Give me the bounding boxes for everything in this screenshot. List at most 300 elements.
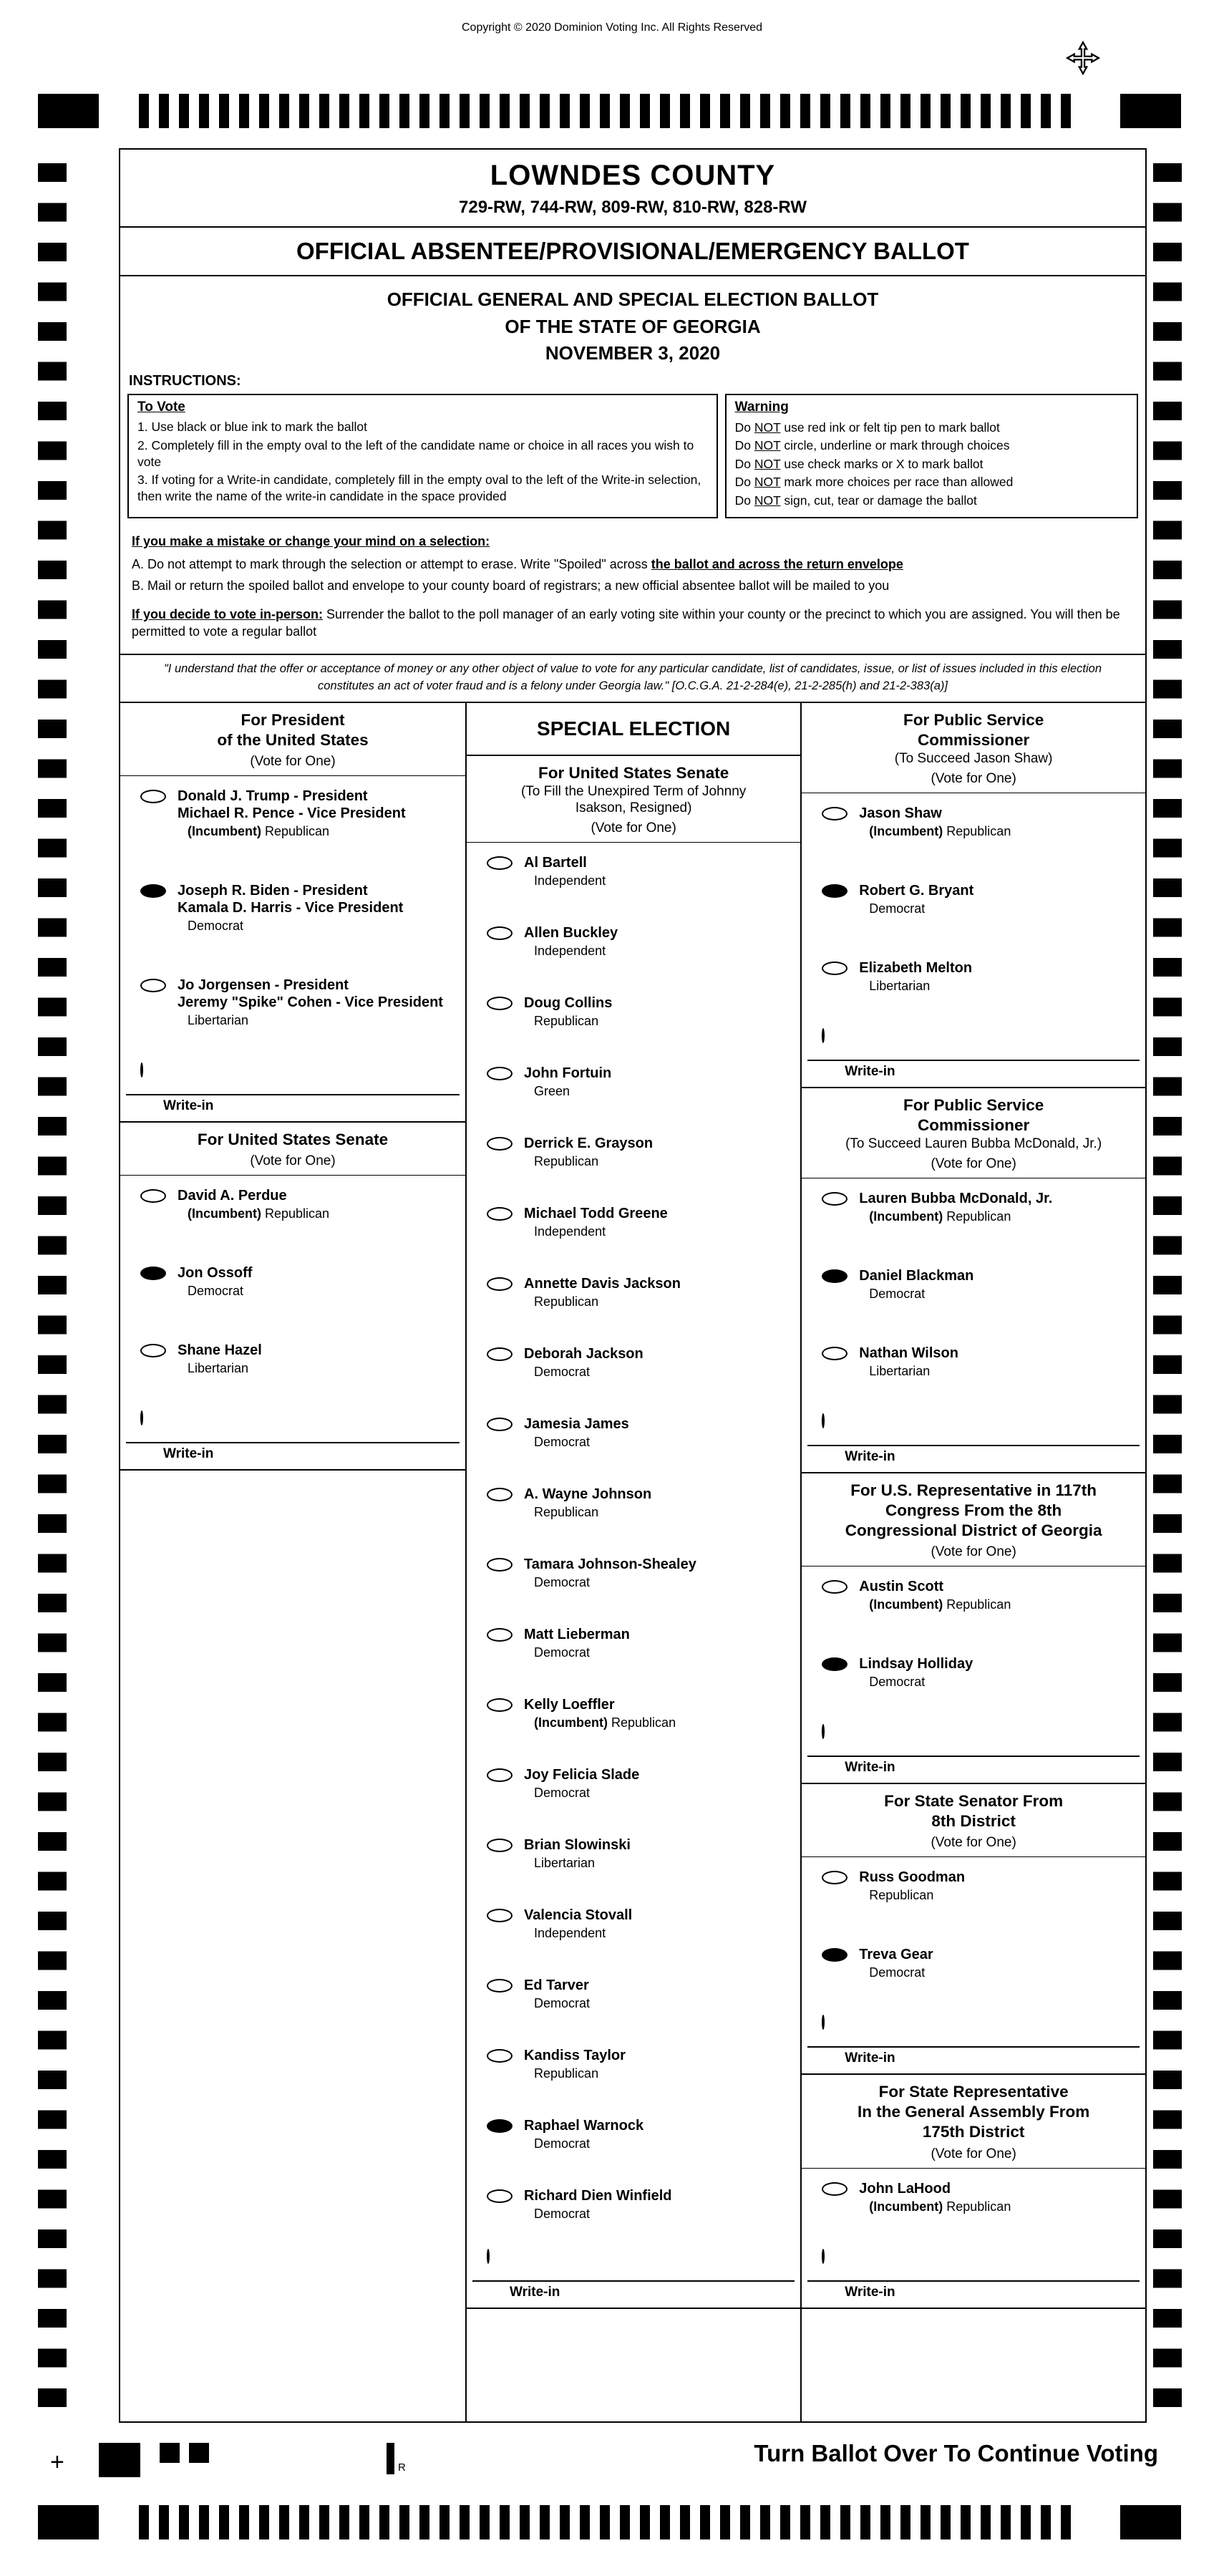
contest-header xyxy=(467,756,800,843)
warning-title: Warning xyxy=(734,400,789,415)
candidate-name: Richard Dien Winfield xyxy=(524,2188,672,2204)
candidate-party xyxy=(524,1786,639,1801)
candidate-option[interactable] xyxy=(467,1474,800,1544)
instructions-row xyxy=(120,394,1145,526)
to-vote-box xyxy=(127,394,718,518)
party-name: Democrat xyxy=(534,1996,591,2011)
writein-oval[interactable] xyxy=(822,1413,825,1428)
candidate-name: Doug Collins xyxy=(524,995,613,1012)
candidate-list xyxy=(802,1567,1145,1721)
candidate-name-lines xyxy=(859,1345,958,1362)
vote-oval[interactable] xyxy=(487,1628,513,1642)
candidate-option[interactable] xyxy=(467,1404,800,1474)
candidate-option[interactable] xyxy=(120,1176,465,1253)
mistake-line-b: B. Mail or return the spoiled ballot and envelope to your county board of registrars; a new official absentee ballot will be mailed to you xyxy=(132,578,890,593)
candidate-option[interactable] xyxy=(120,1330,465,1408)
candidate-name: Jon Ossoff xyxy=(178,1264,253,1281)
candidate-text xyxy=(178,788,406,839)
candidate-text xyxy=(859,1267,973,1302)
candidate-option[interactable] xyxy=(467,1053,800,1123)
candidate-option[interactable] xyxy=(467,1965,800,2035)
ballot-column-2 xyxy=(467,703,802,2421)
vote-oval[interactable] xyxy=(822,1871,847,1884)
contest-title-line: Congressional District of Georgia xyxy=(845,1521,1102,1539)
writein-option[interactable] xyxy=(802,2246,1145,2277)
party-name: Libertarian xyxy=(869,1363,931,1378)
vote-oval[interactable] xyxy=(487,1909,513,1922)
writein-oval[interactable] xyxy=(822,2015,825,2030)
vote-oval[interactable] xyxy=(487,926,513,940)
candidate-name: Lindsay Holliday xyxy=(859,1655,973,1672)
party-name: Republican xyxy=(265,1206,330,1221)
writein-oval[interactable] xyxy=(487,2249,490,2264)
candidate-name: Elizabeth Melton xyxy=(859,959,973,976)
candidate-name-lines xyxy=(524,854,606,871)
candidate-party xyxy=(524,1435,629,1450)
vote-oval[interactable] xyxy=(140,1344,166,1357)
candidate-party xyxy=(524,1645,630,1660)
vote-oval[interactable] xyxy=(487,2049,513,2063)
candidate-name: Kandiss Taylor xyxy=(524,2048,626,2064)
candidate-list xyxy=(802,2169,1145,2246)
to-vote-item: 2. Completely fill in the empty oval to the left of the candidate name or choice in all races you wish to vote xyxy=(137,437,694,469)
writein-option[interactable] xyxy=(120,1408,465,1439)
contest-title-line: For U.S. Representative in 117th xyxy=(850,1481,1097,1499)
party-name: Republican xyxy=(534,1505,599,1520)
warning-item-rest: circle, underline or mark through choices xyxy=(784,438,1010,453)
to-vote-item: 3. If voting for a Write-in candidate, completely fill in the empty oval to the left of the Write-in selection, then write the name of the write-in candidate in the space provided xyxy=(137,473,701,504)
candidate-name: Tamara Johnson-Shealey xyxy=(524,1556,696,1573)
party-name: Independent xyxy=(534,1926,606,1941)
candidate-text xyxy=(524,924,618,959)
registration-plus-mark: + xyxy=(50,2449,64,2476)
vote-oval[interactable] xyxy=(822,1192,847,1206)
candidate-text xyxy=(178,1187,329,1221)
candidate-name: Jeremy "Spike" Cohen - Vice President xyxy=(178,994,443,1010)
candidate-option[interactable] xyxy=(467,1614,800,1685)
party-name: Republican xyxy=(946,2199,1011,2214)
contest xyxy=(802,1784,1145,2075)
candidate-option[interactable] xyxy=(467,1685,800,1755)
writein-label: Write-in xyxy=(845,2284,895,2300)
candidate-text xyxy=(524,1415,629,1450)
candidate-name-lines xyxy=(178,1187,329,1204)
candidate-name: Jason Shaw xyxy=(859,805,942,821)
warning-item-not: NOT xyxy=(754,420,781,435)
candidate-party xyxy=(859,1965,933,1980)
candidate-text xyxy=(524,1135,653,1169)
candidate-party xyxy=(524,1294,681,1309)
vote-oval[interactable] xyxy=(822,1347,847,1360)
candidate-option[interactable] xyxy=(802,793,1145,871)
contest-header xyxy=(802,1784,1145,1857)
writein-oval[interactable] xyxy=(822,1028,825,1043)
warning-item-rest: sign, cut, tear or damage the ballot xyxy=(784,493,977,508)
candidate-text xyxy=(524,2047,626,2081)
writein-label: Write-in xyxy=(845,1759,895,1775)
to-vote-items xyxy=(137,419,708,505)
candidate-option[interactable] xyxy=(120,776,465,871)
writein-oval[interactable] xyxy=(822,2249,825,2264)
vote-oval[interactable] xyxy=(822,1657,847,1671)
candidate-party xyxy=(524,2207,672,2222)
candidate-party xyxy=(859,2199,1011,2214)
registration-mark xyxy=(189,2443,209,2463)
special-election-banner: SPECIAL ELECTION xyxy=(467,703,800,756)
candidate-list xyxy=(802,793,1145,1025)
instructions-label: INSTRUCTIONS: xyxy=(129,373,241,389)
warning-item-pre: Do xyxy=(734,475,751,490)
candidate-text xyxy=(524,854,606,888)
vote-oval[interactable] xyxy=(487,1839,513,1852)
candidate-name: Shane Hazel xyxy=(178,1342,262,1358)
candidate-option[interactable] xyxy=(802,1178,1145,1256)
warning-item-rest: use check marks or X to mark ballot xyxy=(784,456,983,471)
candidate-name-lines xyxy=(524,1836,631,1854)
vote-oval[interactable] xyxy=(487,1558,513,1572)
candidate-name: Jo Jorgensen - President xyxy=(178,977,349,993)
contest-subtitle-line: (To Fill the Unexpired Term of Johnny xyxy=(520,783,747,799)
vote-oval[interactable] xyxy=(140,979,166,992)
party-name: Independent xyxy=(534,873,606,888)
candidate-party xyxy=(859,1888,965,1903)
contest-subtitle-line: Isakson, Resigned) xyxy=(575,800,692,816)
warning-item-pre: Do xyxy=(734,438,751,453)
candidate-text xyxy=(859,1345,958,1379)
party-name: Libertarian xyxy=(869,978,931,993)
candidate-option[interactable] xyxy=(802,948,1145,1025)
warning-item-rest: use red ink or felt tip pen to mark ballot xyxy=(784,420,1000,435)
candidate-text xyxy=(859,882,973,916)
vote-oval[interactable] xyxy=(140,884,166,898)
candidate-name: Austin Scott xyxy=(859,1578,944,1594)
candidate-name: Robert G. Bryant xyxy=(859,882,974,899)
writein-option[interactable] xyxy=(802,1410,1145,1442)
party-name: Independent xyxy=(534,1224,606,1239)
warning-item-not: NOT xyxy=(754,493,781,508)
candidate-text xyxy=(178,977,443,1028)
candidate-option[interactable] xyxy=(467,1825,800,1895)
candidate-name: Michael Todd Greene xyxy=(524,1206,668,1222)
contest-title-line: Commissioner xyxy=(917,730,1030,749)
candidate-name-lines xyxy=(524,1205,668,1222)
candidate-option[interactable] xyxy=(120,1253,465,1330)
candidate-party xyxy=(859,1597,1011,1612)
candidate-party xyxy=(524,2136,643,2151)
writein-label: Write-in xyxy=(845,1063,895,1079)
warning-item xyxy=(735,492,1128,510)
incumbent-tag: (Incumbent) xyxy=(188,1206,261,1221)
vote-oval[interactable] xyxy=(487,1067,513,1080)
candidate-option[interactable] xyxy=(467,1264,800,1334)
timing-bars xyxy=(139,2505,1080,2539)
contest-columns xyxy=(120,703,1145,2421)
warning-item xyxy=(735,455,1128,473)
contest-title-lines xyxy=(472,763,795,783)
candidate-text xyxy=(859,1869,965,1903)
candidate-name: David A. Perdue xyxy=(178,1187,287,1204)
candidate-option[interactable] xyxy=(467,2035,800,2106)
candidate-party xyxy=(524,1575,696,1590)
candidate-option[interactable] xyxy=(467,1334,800,1404)
candidate-party xyxy=(859,979,972,994)
party-name: Republican xyxy=(946,1209,1011,1224)
candidate-text xyxy=(859,1578,1011,1612)
candidate-name-lines xyxy=(859,805,1011,822)
contest-title-lines xyxy=(807,1095,1140,1136)
contest-title-line: For State Senator From xyxy=(884,1791,1064,1810)
incumbent-tag: (Incumbent) xyxy=(869,2199,943,2214)
vote-oval[interactable] xyxy=(822,807,847,820)
vote-oval[interactable] xyxy=(822,884,847,898)
writein-option[interactable] xyxy=(467,2246,800,2277)
party-name: Libertarian xyxy=(188,1360,249,1375)
party-name: Republican xyxy=(534,1294,599,1309)
warning-item-not: NOT xyxy=(754,456,781,471)
writein-option[interactable] xyxy=(802,1721,1145,1753)
candidate-name-lines xyxy=(178,788,406,822)
candidate-party xyxy=(178,824,406,839)
candidate-name: Brian Slowinski xyxy=(524,1837,631,1854)
timing-block xyxy=(38,94,99,128)
timing-block xyxy=(38,2505,99,2539)
candidate-party xyxy=(524,2066,626,2081)
candidate-text xyxy=(859,2180,1011,2214)
candidate-option[interactable] xyxy=(120,871,465,965)
candidate-name-lines xyxy=(524,1556,696,1573)
turn-ballot-over-text: Turn Ballot Over To Continue Voting xyxy=(754,2440,1158,2466)
candidate-name: Derrick E. Grayson xyxy=(524,1136,654,1152)
vote-oval[interactable] xyxy=(487,1979,513,1992)
candidate-party xyxy=(178,1361,262,1376)
column-2-contests xyxy=(467,756,800,2310)
candidate-option[interactable] xyxy=(802,1567,1145,1644)
candidate-option[interactable] xyxy=(467,2176,800,2246)
vote-oval[interactable] xyxy=(822,1580,847,1594)
writein-oval[interactable] xyxy=(140,1410,143,1425)
candidate-option[interactable] xyxy=(802,1333,1145,1410)
candidate-party xyxy=(859,1675,973,1690)
candidate-name: Michael R. Pence - Vice President xyxy=(178,805,406,821)
timing-marks-left xyxy=(38,163,67,2426)
candidate-text xyxy=(524,994,612,1029)
vote-oval[interactable] xyxy=(822,962,847,975)
vote-oval[interactable] xyxy=(487,1137,513,1151)
party-name: Democrat xyxy=(188,918,244,933)
candidate-name: Treva Gear xyxy=(859,1947,933,1963)
candidate-option[interactable] xyxy=(467,1544,800,1614)
warning-item-pre: Do xyxy=(734,420,751,435)
candidate-name: Jamesia James xyxy=(524,1416,629,1433)
vote-oval[interactable] xyxy=(140,790,166,803)
party-name: Democrat xyxy=(869,1286,926,1301)
candidate-option[interactable] xyxy=(467,1193,800,1264)
candidate-name: Raphael Warnock xyxy=(524,2118,644,2134)
timing-block xyxy=(1120,2505,1181,2539)
party-name: Libertarian xyxy=(188,1012,249,1027)
to-vote-title: To Vote xyxy=(137,400,185,415)
contest-title-lines xyxy=(807,710,1140,750)
election-title xyxy=(120,276,1145,370)
contest-subtitle-line: (To Succeed Lauren Bubba McDonald, Jr.) xyxy=(845,1136,1102,1151)
contest-title-line: Commissioner xyxy=(917,1115,1030,1134)
ballot-column-1 xyxy=(120,703,467,2421)
vote-oval[interactable] xyxy=(487,1347,513,1361)
candidate-name: Daniel Blackman xyxy=(859,1267,974,1284)
candidate-name: Ed Tarver xyxy=(524,1977,589,1994)
candidate-name-lines xyxy=(524,2187,672,2204)
vote-oval[interactable] xyxy=(487,1768,513,1782)
party-name: Democrat xyxy=(534,1575,591,1590)
contest-title-line: For Public Service xyxy=(903,710,1044,729)
writein-option[interactable] xyxy=(802,2012,1145,2043)
candidate-name-lines xyxy=(524,2047,626,2064)
party-name: Democrat xyxy=(534,1645,591,1660)
writein-oval[interactable] xyxy=(822,1724,825,1739)
party-name: Democrat xyxy=(534,1435,591,1450)
candidate-option[interactable] xyxy=(802,1935,1145,2012)
warning-item-not: NOT xyxy=(754,475,781,490)
candidate-option[interactable] xyxy=(802,1857,1145,1935)
candidate-party xyxy=(859,824,1011,839)
candidate-list xyxy=(802,1178,1145,1410)
candidate-option[interactable] xyxy=(467,1755,800,1825)
registration-mark xyxy=(99,2443,140,2477)
candidate-option[interactable] xyxy=(120,965,465,1060)
candidate-option[interactable] xyxy=(467,2106,800,2176)
candidate-party xyxy=(859,1364,958,1379)
registration-mark xyxy=(160,2443,180,2463)
candidate-name-lines xyxy=(524,1977,590,1994)
candidate-name-lines xyxy=(859,1946,933,1963)
party-name: Republican xyxy=(611,1715,676,1730)
candidate-option[interactable] xyxy=(802,1256,1145,1333)
vote-oval[interactable] xyxy=(487,1277,513,1291)
candidate-party xyxy=(524,944,618,959)
contest-title-line: For State Representative xyxy=(878,2083,1069,2101)
candidate-name-lines xyxy=(859,882,973,899)
writein-label: Write-in xyxy=(163,1446,214,1461)
contest xyxy=(120,703,465,1123)
vote-for-instruction: (Vote for One) xyxy=(250,753,336,769)
candidate-party xyxy=(178,919,403,934)
vote-oval[interactable] xyxy=(487,1207,513,1221)
candidate-name-lines xyxy=(524,1345,643,1362)
party-name: Independent xyxy=(534,944,606,959)
vote-oval[interactable] xyxy=(487,2189,513,2203)
timing-bars xyxy=(139,94,1080,128)
voter-fraud-notice: "I understand that the offer or acceptance of money or any other object of value to vote for any particular candidate, list of candidates, issue, or list of issues included in this election constitutes an act of voter fraud and is a felony under Georgia law." [O.C.G.A. 21-2-284(e), 21-2-285(h) and 21-2-383(a)] xyxy=(120,654,1145,702)
party-name: Democrat xyxy=(869,1965,926,1980)
candidate-name-lines xyxy=(524,1486,651,1503)
writein-option[interactable] xyxy=(120,1060,465,1091)
vote-oval[interactable] xyxy=(487,1488,513,1501)
candidate-name-lines xyxy=(859,1267,973,1284)
warning-item-pre: Do xyxy=(734,456,751,471)
registration-mark xyxy=(387,2443,394,2474)
contest-title-line: For President xyxy=(241,710,345,729)
candidate-name-lines xyxy=(859,2180,1011,2197)
candidate-party xyxy=(524,1996,590,2011)
candidate-party xyxy=(524,1365,643,1380)
vote-oval[interactable] xyxy=(822,2182,847,2196)
candidate-option[interactable] xyxy=(467,1123,800,1193)
party-name: Republican xyxy=(534,2066,599,2081)
candidate-name-lines xyxy=(524,994,612,1012)
candidate-option[interactable] xyxy=(802,871,1145,948)
candidate-party xyxy=(524,1926,632,1941)
writein-oval[interactable] xyxy=(140,1062,143,1078)
vote-oval[interactable] xyxy=(140,1267,166,1280)
vote-oval[interactable] xyxy=(822,1269,847,1283)
candidate-name-lines xyxy=(178,1264,252,1282)
candidate-party xyxy=(178,1206,329,1221)
candidate-party xyxy=(524,1715,676,1730)
mistake-line-a-emphasis: the ballot and across the return envelope xyxy=(651,557,903,572)
vote-for-instruction: (Vote for One) xyxy=(931,1156,1016,1171)
candidate-party xyxy=(178,1284,252,1299)
candidate-text xyxy=(524,1345,643,1380)
vote-oval[interactable] xyxy=(487,997,513,1010)
candidate-name: John LaHood xyxy=(859,2180,951,2197)
vote-oval[interactable] xyxy=(487,1418,513,1431)
contest-title-lines xyxy=(807,2082,1140,2142)
vote-for-instruction: (Vote for One) xyxy=(250,1153,336,1168)
vote-oval[interactable] xyxy=(487,2119,513,2133)
candidate-text xyxy=(859,805,1011,839)
vote-oval[interactable] xyxy=(487,856,513,870)
candidate-option[interactable] xyxy=(467,983,800,1053)
incumbent-tag: (Incumbent) xyxy=(534,1715,608,1730)
candidate-option[interactable] xyxy=(467,913,800,983)
contest-title-lines xyxy=(126,710,460,750)
contest xyxy=(467,756,800,2310)
candidate-name-lines xyxy=(859,1869,965,1886)
candidate-name: Deborah Jackson xyxy=(524,1346,643,1362)
party-name: Republican xyxy=(869,1888,934,1903)
vote-oval[interactable] xyxy=(822,1948,847,1962)
vote-for-instruction: (Vote for One) xyxy=(591,820,676,836)
contest xyxy=(802,1088,1145,1473)
party-name: Democrat xyxy=(534,2207,591,2222)
candidate-name: Matt Lieberman xyxy=(524,1627,630,1643)
candidate-name-lines xyxy=(524,1907,632,1924)
candidate-text xyxy=(524,1065,611,1099)
party-name: Republican xyxy=(534,1154,599,1169)
candidate-text xyxy=(178,1342,262,1376)
ballot-column-3 xyxy=(802,703,1145,2421)
candidate-option[interactable] xyxy=(467,1895,800,1965)
candidate-party xyxy=(524,1856,631,1871)
candidate-list xyxy=(802,1857,1145,2012)
candidate-party xyxy=(859,1287,973,1302)
candidate-option[interactable] xyxy=(802,2169,1145,2246)
candidate-party xyxy=(524,1224,668,1239)
candidate-name-lines xyxy=(859,959,972,977)
candidate-name-lines xyxy=(178,882,403,916)
candidate-party xyxy=(859,901,973,916)
candidate-party xyxy=(859,1209,1052,1224)
writein-option[interactable] xyxy=(802,1025,1145,1057)
vote-oval[interactable] xyxy=(487,1698,513,1712)
candidate-option[interactable] xyxy=(467,843,800,913)
vote-oval[interactable] xyxy=(140,1189,166,1203)
candidate-name: Kelly Loeffler xyxy=(524,1697,615,1713)
contest-subtitle-lines xyxy=(807,750,1140,768)
candidate-name-lines xyxy=(178,977,443,1011)
candidate-option[interactable] xyxy=(802,1644,1145,1721)
precinct-list: 729-RW, 744-RW, 809-RW, 810-RW, 828-RW xyxy=(459,198,807,217)
